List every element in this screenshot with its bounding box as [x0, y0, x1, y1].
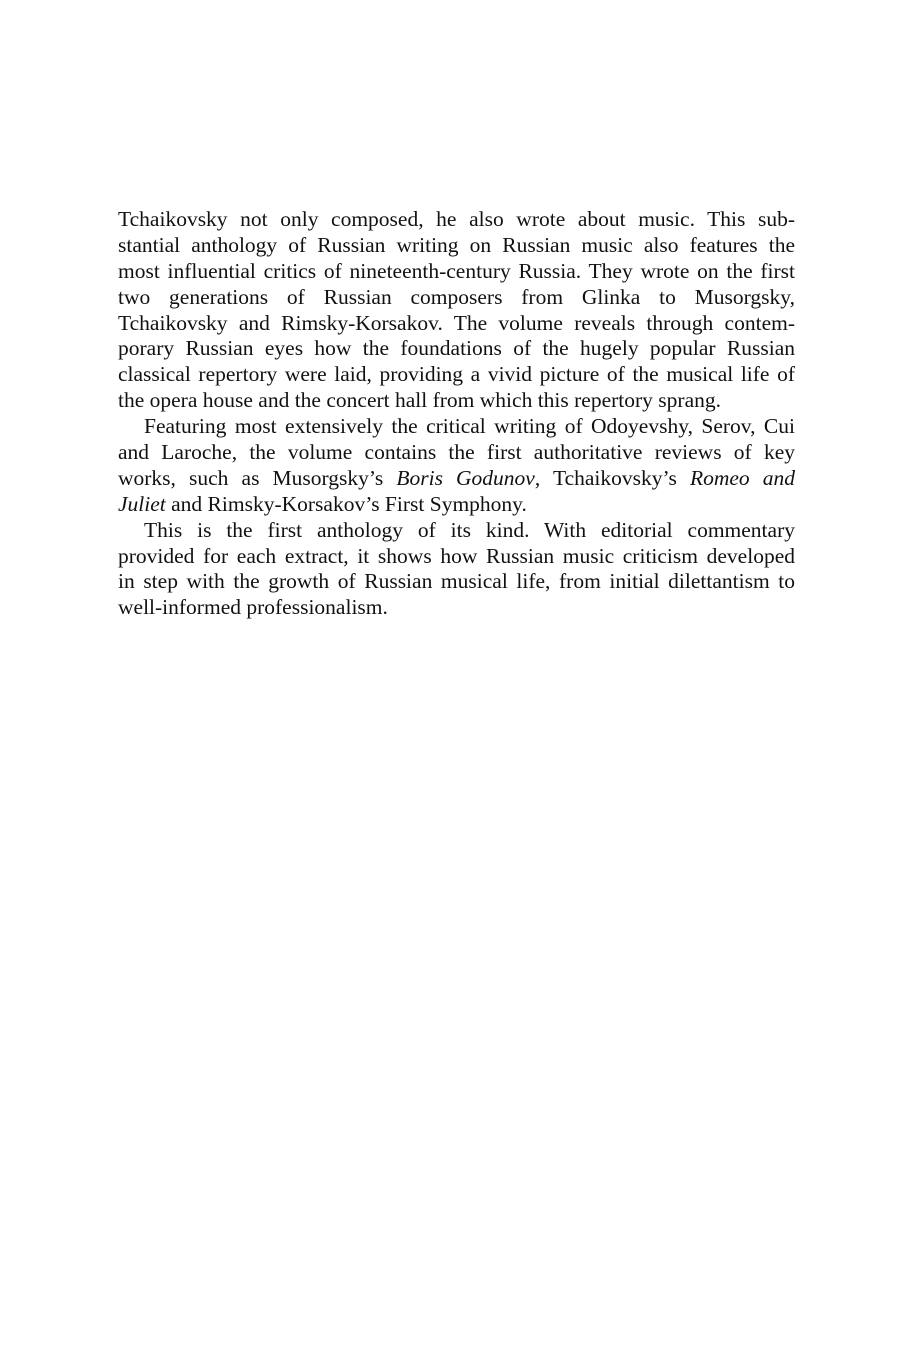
text-line: provided for each extract, it shows how Russian music criticism developed	[118, 543, 795, 568]
blurb-text	[118, 207, 795, 621]
text-line: classical repertory were laid, providing a vivid picture of the musical life of	[118, 362, 795, 387]
text-line: This is the first anthology of its kind. With editorial commentary	[144, 517, 795, 542]
text-line: Tchaikovsky not only composed, he also wrote about music. This sub-	[118, 207, 795, 231]
text-line: well-informed professionalism.	[118, 595, 388, 620]
text-line: porary Russian eyes how the foundations of the hugely popular Russian	[118, 336, 795, 361]
text-line: and Laroche, the volume contains the first authoritative reviews of key	[118, 440, 795, 465]
paragraph-3	[118, 518, 795, 622]
title-romeo-and-juliet-part2: Juliet	[118, 491, 166, 516]
text-line: most influential critics of nineteenth-century Russia. They wrote on the first	[118, 258, 795, 283]
text-segment: and Rimsky-Korsakov’s First Symphony.	[165, 491, 527, 516]
title-romeo-and-juliet-part1: Romeo and	[689, 465, 795, 490]
text-line	[118, 466, 795, 492]
paragraph-2	[118, 414, 795, 518]
text-line	[118, 492, 795, 518]
title-boris-godunov: Boris Godunov	[396, 465, 535, 490]
text-segment: works, such as Musorgsky’s	[118, 465, 397, 490]
text-line: Featuring most extensively the critical writing of Odoyevshy, Serov, Cui	[144, 414, 795, 439]
text-line: in step with the growth of Russian musical life, from initial dilettantism to	[118, 569, 795, 594]
paragraph-1	[118, 207, 795, 414]
text-line: stantial anthology of Russian writing on Russian music also features the	[118, 232, 795, 257]
text-segment: , Tchaikovsky’s	[534, 465, 690, 490]
text-line: two generations of Russian composers from Glinka to Musorgsky,	[118, 284, 795, 309]
text-line: the opera house and the concert hall from which this repertory sprang.	[118, 388, 721, 413]
text-line: Tchaikovsky and Rimsky-Korsakov. The volume reveals through contem-	[118, 310, 795, 335]
